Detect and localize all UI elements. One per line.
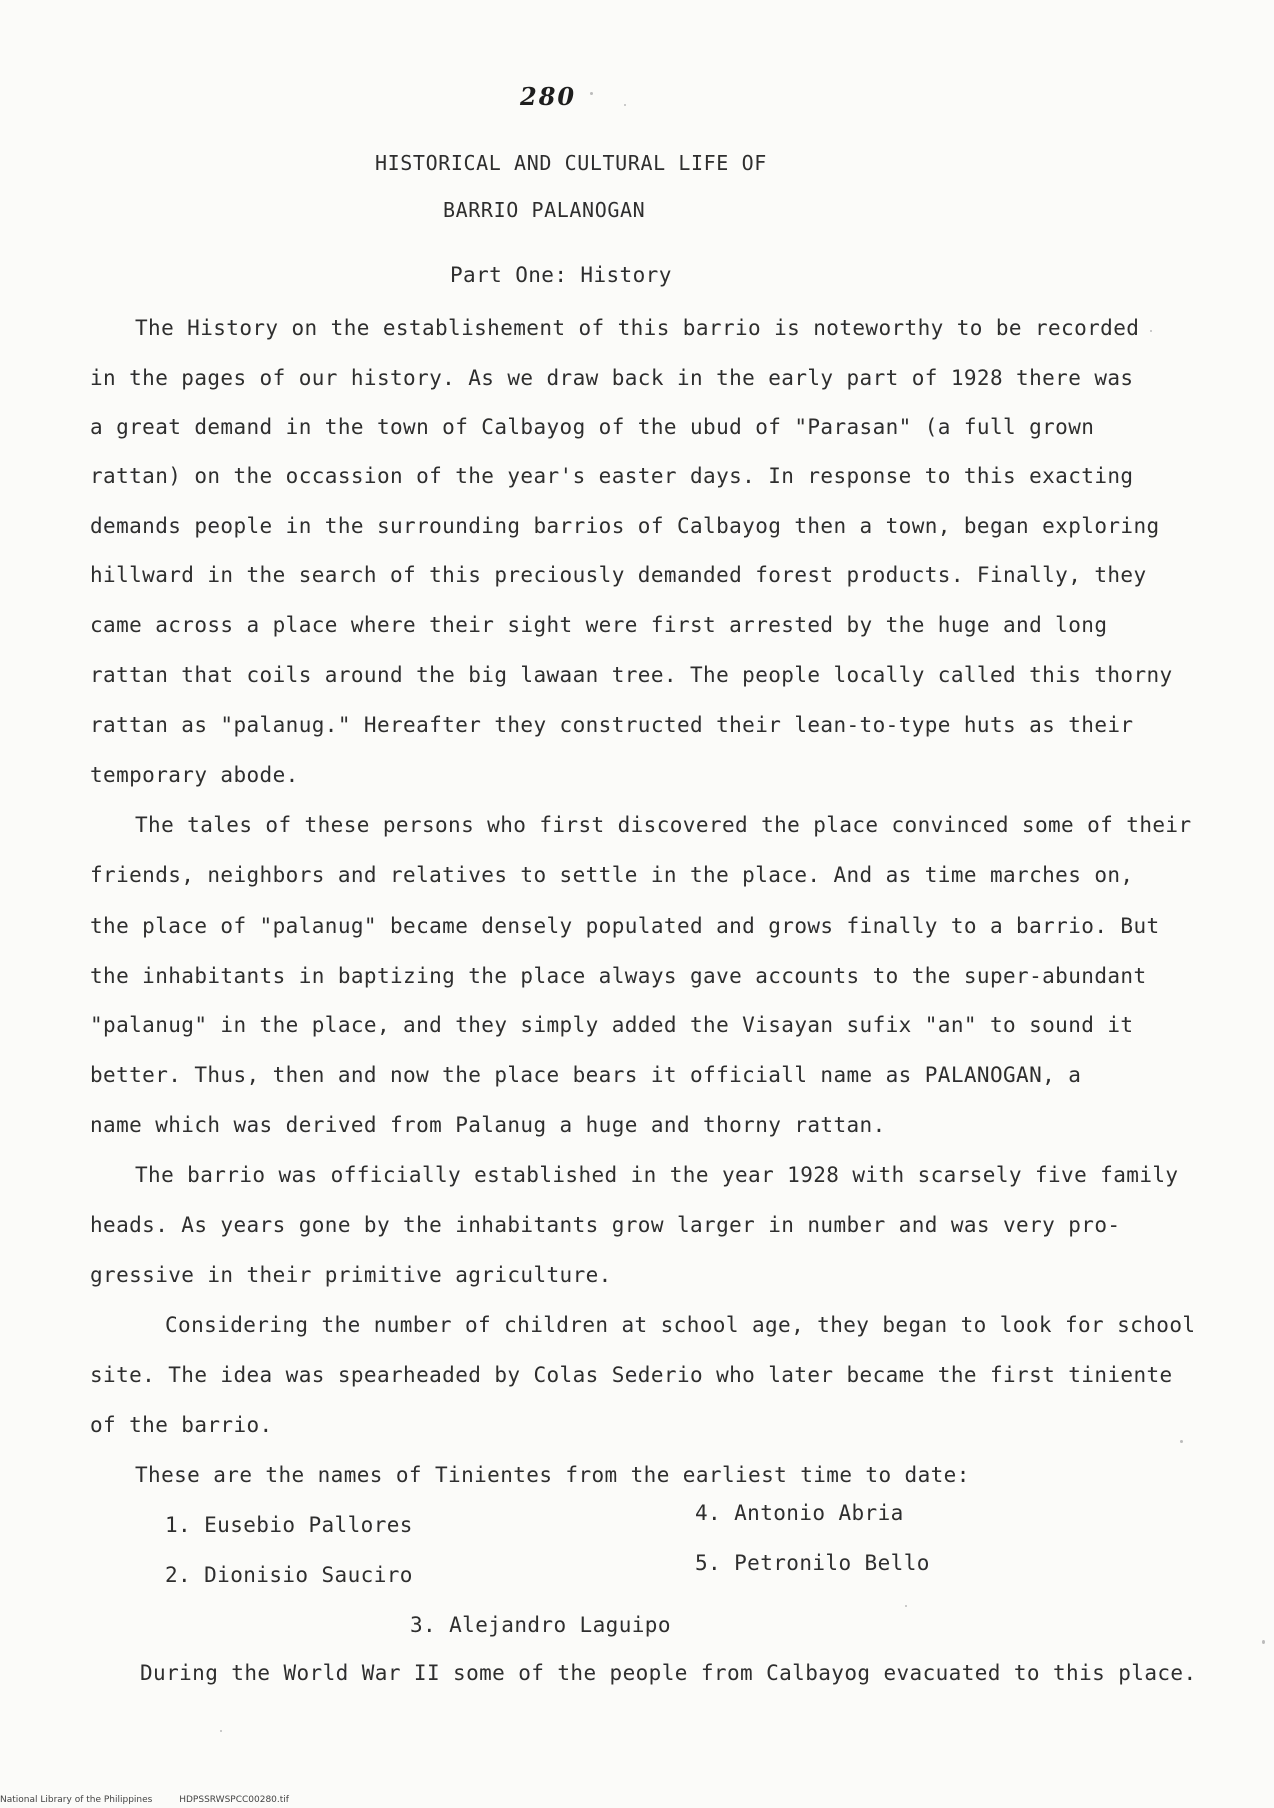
paragraph-line: a great demand in the town of Calbayog of the ubud of "Parasan" (a full grown <box>90 415 1095 439</box>
section-heading: Part One: History <box>450 263 672 287</box>
paragraph-line: in the pages of our history. As we draw back in the early part of 1928 there was <box>90 366 1134 390</box>
document-title: HISTORICAL AND CULTURAL LIFE OF <box>375 151 767 175</box>
paragraph-line: temporary abode. <box>90 763 299 787</box>
paragraph-line: rattan) on the occassion of the year's easter days. In response to this exacting <box>90 464 1134 488</box>
paragraph-line: rattan as "palanug." Hereafter they constructed their lean-to-type huts as their <box>90 713 1134 737</box>
tiniente-item: 1. Eusebio Pallores <box>165 1513 413 1537</box>
paragraph-line: the place of "palanug" became densely populated and grows finally to a barrio. But <box>90 914 1160 938</box>
scan-speck <box>220 1730 222 1732</box>
paragraph-line: hillward in the search of this preciously demanded forest products. Finally, they <box>90 563 1147 587</box>
paragraph-line: came across a place where their sight were first arrested by the huge and long <box>90 613 1108 637</box>
paragraph-line: rattan that coils around the big lawaan tree. The people locally called this thorny <box>90 663 1173 687</box>
paragraph-line: of the barrio. <box>90 1413 273 1437</box>
tiniente-item: 3. Alejandro Laguipo <box>410 1613 671 1637</box>
scan-speck <box>1180 1440 1183 1443</box>
footer-file-id: HDPSSRWSPCC00280.tif <box>179 1795 289 1805</box>
paragraph-line: the inhabitants in baptizing the place always gave accounts to the super-abundant <box>90 964 1147 988</box>
paragraph-line: site. The idea was spearheaded by Colas Sederio who later became the first tiniente <box>90 1363 1173 1387</box>
tiniente-item: 4. Antonio Abria <box>695 1501 904 1525</box>
paragraph-line: demands people in the surrounding barrios of Calbayog then a town, began exploring <box>90 514 1160 538</box>
paragraph-line: The tales of these persons who first discovered the place convinced some of their <box>135 813 1192 837</box>
paragraph-line: During the World War II some of the people from Calbayog evacuated to this place. <box>140 1661 1197 1685</box>
paragraph-line: "palanug" in the place, and they simply added the Visayan sufix "an" to sound it <box>90 1013 1134 1037</box>
tiniente-item: 5. Petronilo Bello <box>695 1551 930 1575</box>
scan-speck <box>624 104 626 106</box>
paragraph-line: The History on the establishement of this barrio is noteworthy to be recorded <box>135 316 1140 340</box>
paragraph-line: name which was derived from Palanug a huge and thorny rattan. <box>90 1113 886 1137</box>
scan-speck <box>1150 330 1152 332</box>
paragraph-line: heads. As years gone by the inhabitants grow larger in number and was very pro- <box>90 1213 1121 1237</box>
scan-speck <box>905 1605 907 1607</box>
paragraph-line: The barrio was officially established in the year 1928 with scarsely five family <box>135 1163 1179 1187</box>
scan-footer <box>0 1795 313 1805</box>
scan-speck <box>590 92 593 95</box>
tiniente-item: 2. Dionisio Sauciro <box>165 1563 413 1587</box>
paragraph-line: friends, neighbors and relatives to settle in the place. And as time marches on, <box>90 863 1134 887</box>
paragraph-line: better. Thus, then and now the place bears it officiall name as PALANOGAN, a <box>90 1063 1082 1087</box>
page-number: 280 <box>520 82 577 111</box>
document-subtitle: BARRIO PALANOGAN <box>443 198 646 222</box>
scan-speck <box>1262 1640 1265 1644</box>
paragraph-line: Considering the number of children at school age, they began to look for school <box>165 1313 1196 1337</box>
paragraph-line: gressive in their primitive agriculture. <box>90 1263 612 1287</box>
footer-library: National Library of the Philippines <box>0 1795 153 1805</box>
tinientes-intro: These are the names of Tinientes from the earliest time to date: <box>135 1463 970 1487</box>
